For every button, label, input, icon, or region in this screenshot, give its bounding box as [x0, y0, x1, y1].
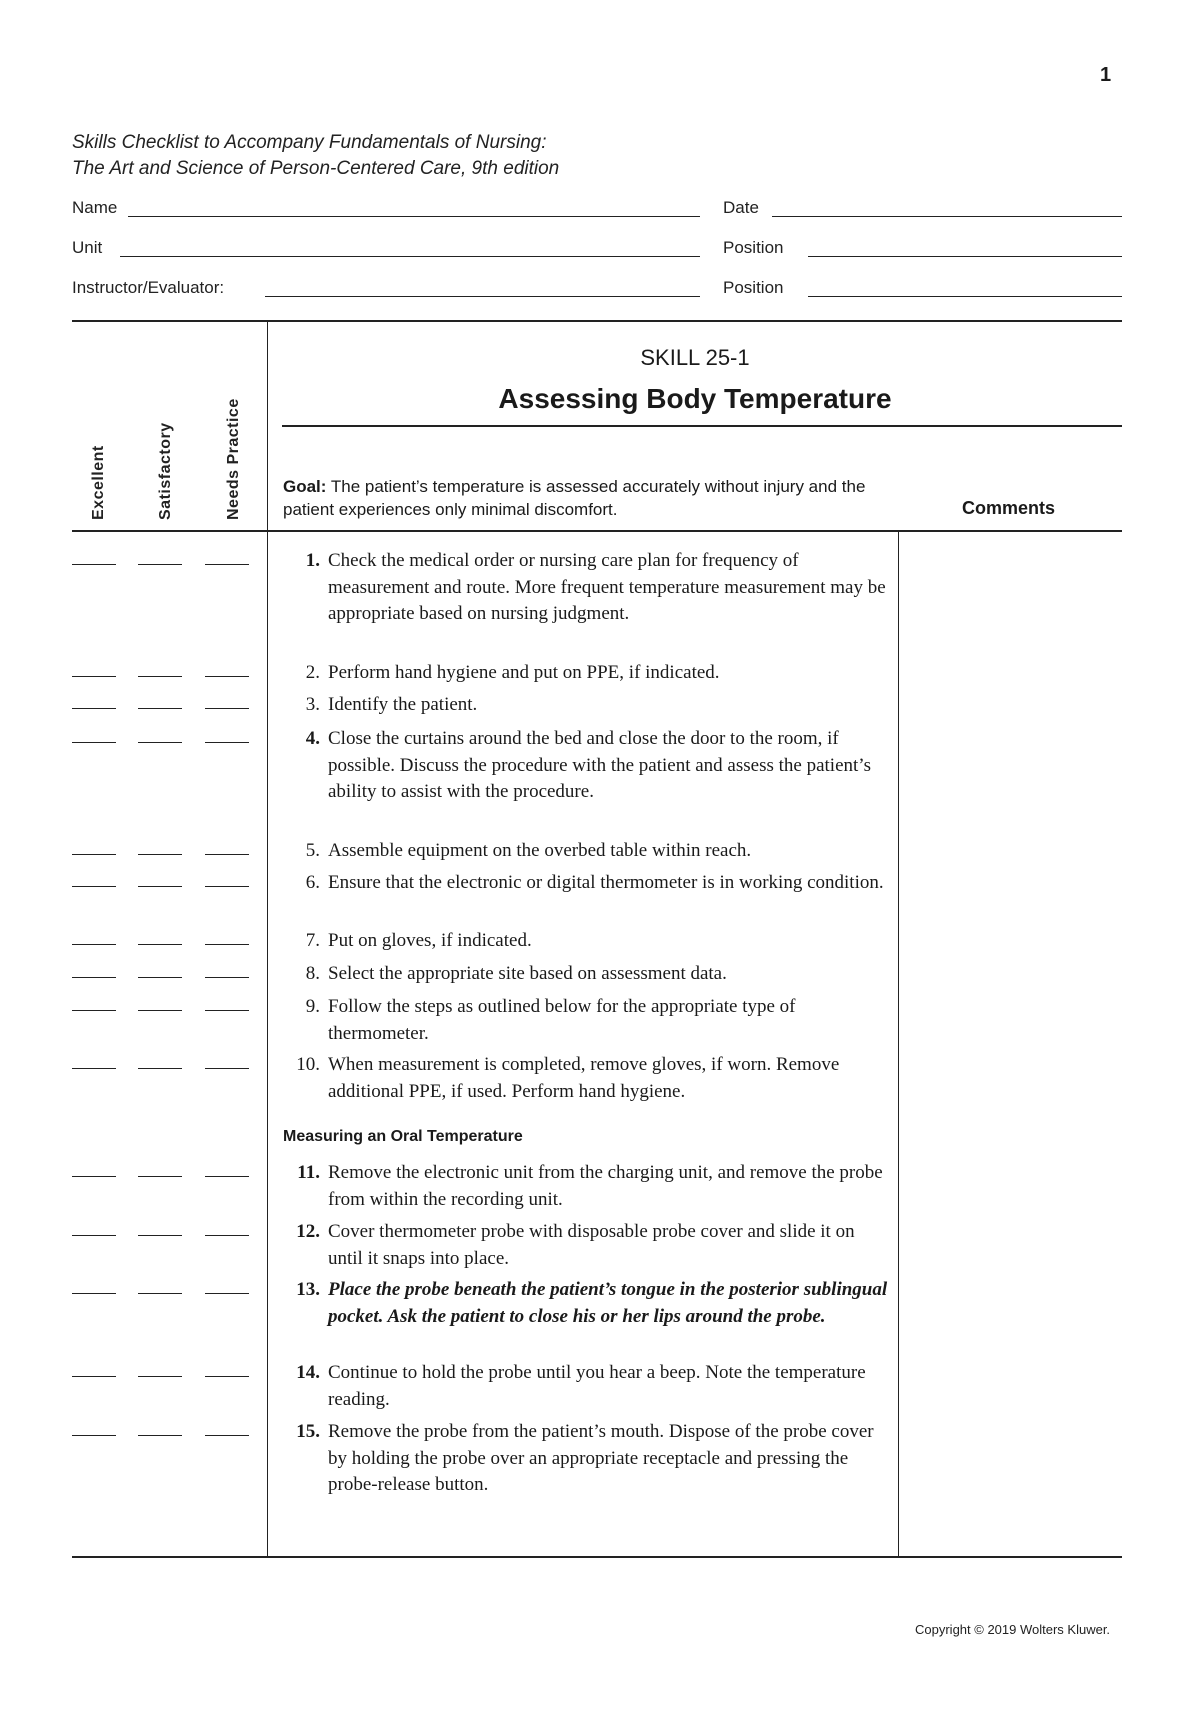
step-text: Close the curtains around the bed and close the door to the room, if possible. Discuss the procedure with the patient and assess the patient’s ability to assist with the procedure. [328, 728, 871, 802]
position-label-2: Position [723, 278, 784, 297]
step-text: Check the medical order or nursing care plan for frequency of measurement and route. More frequent temperature measurement may be appropriate based on nursing judgment. [328, 550, 886, 624]
book-title-line-1: Skills Checklist to Accompany Fundamentals of Nursing: [72, 132, 547, 153]
step-number: 8. [305, 963, 320, 984]
position-label-1: Position [723, 238, 784, 257]
table-top-rule [72, 320, 1122, 322]
step-number: 15. [296, 1421, 320, 1442]
position-field-2[interactable] [808, 296, 1122, 297]
step-8-satisfactory-blank[interactable] [138, 977, 182, 978]
step-text: Cover thermometer probe with disposable probe cover and slide it on until it snaps into place. [328, 1221, 855, 1269]
step-8-excellent-blank[interactable] [72, 977, 116, 978]
title-underline [282, 425, 1122, 427]
copyright: Copyright © 2019 Wolters Kluwer. [915, 1622, 1111, 1637]
step-text: Identify the patient. [328, 694, 478, 715]
date-field[interactable] [772, 216, 1122, 217]
step-12-excellent-blank[interactable] [72, 1235, 116, 1236]
step-1 [284, 548, 894, 628]
step-13-needs-practice-blank[interactable] [205, 1293, 249, 1294]
step-3-needs-practice-blank[interactable] [205, 708, 249, 709]
step-text: Select the appropriate site based on assessment data. [328, 963, 727, 984]
step-1-satisfactory-blank[interactable] [138, 564, 182, 565]
step-text: When measurement is completed, remove gloves, if worn. Remove additional PPE, if used. Perform hand hygiene. [328, 1054, 840, 1102]
step-9-satisfactory-blank[interactable] [138, 1010, 182, 1011]
unit-label: Unit [72, 238, 103, 257]
instructor-field[interactable] [265, 296, 700, 297]
instructor-label: Instructor/Evaluator: [72, 278, 225, 297]
book-title-line-2: The Art and Science of Person-Centered Care, 9th edition [72, 158, 560, 179]
step-7-excellent-blank[interactable] [72, 944, 116, 945]
step-4 [284, 726, 894, 806]
step-number: 7. [305, 930, 320, 951]
step-15-satisfactory-blank[interactable] [138, 1435, 182, 1436]
skill-number: SKILL 25-1 [640, 345, 750, 370]
step-text: Remove the probe from the patient’s mouth. Dispose of the probe cover by holding the probe over an appropriate receptacle and pressing the probe-release button. [328, 1421, 874, 1495]
step-10 [284, 1052, 894, 1105]
step-5 [284, 838, 894, 865]
goal-label: Goal: [283, 477, 327, 496]
step-3-satisfactory-blank[interactable] [138, 708, 182, 709]
table-bottom-rule [72, 1556, 1122, 1558]
step-text: Put on gloves, if indicated. [328, 930, 532, 951]
step-13-excellent-blank[interactable] [72, 1293, 116, 1294]
step-number: 1. [305, 550, 320, 571]
needs-practice-header: Needs Practice [225, 398, 242, 520]
step-number: 4. [305, 728, 320, 749]
date-label: Date [723, 198, 759, 217]
comments-column-divider [898, 530, 899, 1556]
step-text: Place the probe beneath the patient’s tongue in the posterior sublingual pocket. Ask the patient to close his or her lips around the probe. [328, 1279, 888, 1327]
step-4-satisfactory-blank[interactable] [138, 742, 182, 743]
unit-field[interactable] [120, 256, 700, 257]
step-6-excellent-blank[interactable] [72, 886, 116, 887]
step-3 [284, 692, 894, 719]
step-12 [284, 1219, 894, 1272]
step-13-satisfactory-blank[interactable] [138, 1293, 182, 1294]
step-13 [284, 1277, 894, 1330]
goal-statement [283, 475, 903, 521]
page-number: 1 [1100, 64, 1112, 86]
excellent-header: Excellent [90, 445, 107, 520]
step-number: 2. [305, 662, 320, 683]
step-7-needs-practice-blank[interactable] [205, 944, 249, 945]
step-number: 6. [305, 872, 320, 893]
step-14-excellent-blank[interactable] [72, 1376, 116, 1377]
step-7 [284, 928, 894, 955]
step-12-satisfactory-blank[interactable] [138, 1235, 182, 1236]
step-15 [284, 1419, 894, 1499]
step-5-excellent-blank[interactable] [72, 854, 116, 855]
step-6 [284, 870, 894, 897]
step-14 [284, 1360, 894, 1413]
step-4-excellent-blank[interactable] [72, 742, 116, 743]
step-text: Remove the electronic unit from the charging unit, and remove the probe from within the recording unit. [328, 1162, 883, 1210]
skill-title: Assessing Body Temperature [498, 383, 892, 414]
step-number: 13. [296, 1279, 320, 1300]
step-2 [284, 660, 894, 687]
header-bottom-rule [72, 530, 1122, 532]
step-3-excellent-blank[interactable] [72, 708, 116, 709]
section-heading-oral: Measuring an Oral Temperature [283, 1128, 523, 1145]
step-4-needs-practice-blank[interactable] [205, 742, 249, 743]
step-text: Follow the steps as outlined below for the appropriate type of thermometer. [328, 996, 796, 1044]
step-text: Continue to hold the probe until you hear a beep. Note the temperature reading. [328, 1362, 866, 1410]
name-label: Name [72, 198, 118, 217]
step-number: 9. [305, 996, 320, 1017]
step-text: Perform hand hygiene and put on PPE, if indicated. [328, 662, 720, 683]
step-7-satisfactory-blank[interactable] [138, 944, 182, 945]
step-number: 12. [296, 1221, 320, 1242]
name-field[interactable] [128, 216, 700, 217]
step-9-excellent-blank[interactable] [72, 1010, 116, 1011]
rating-column-divider [267, 321, 268, 1556]
step-6-needs-practice-blank[interactable] [205, 886, 249, 887]
step-11-satisfactory-blank[interactable] [138, 1176, 182, 1177]
step-number: 11. [297, 1162, 320, 1183]
step-10-satisfactory-blank[interactable] [138, 1068, 182, 1069]
step-10-needs-practice-blank[interactable] [205, 1068, 249, 1069]
step-10-excellent-blank[interactable] [72, 1068, 116, 1069]
step-number: 10. [296, 1054, 320, 1075]
step-text: Assemble equipment on the overbed table within reach. [328, 840, 752, 861]
step-2-excellent-blank[interactable] [72, 676, 116, 677]
step-5-needs-practice-blank[interactable] [205, 854, 249, 855]
comments-header: Comments [962, 498, 1056, 518]
step-text: Ensure that the electronic or digital thermometer is in working condition. [328, 872, 884, 893]
step-12-needs-practice-blank[interactable] [205, 1235, 249, 1236]
step-14-satisfactory-blank[interactable] [138, 1376, 182, 1377]
step-15-needs-practice-blank[interactable] [205, 1435, 249, 1436]
step-11-needs-practice-blank[interactable] [205, 1176, 249, 1177]
satisfactory-header: Satisfactory [157, 422, 174, 520]
step-2-satisfactory-blank[interactable] [138, 676, 182, 677]
step-11-excellent-blank[interactable] [72, 1176, 116, 1177]
step-9-needs-practice-blank[interactable] [205, 1010, 249, 1011]
step-1-excellent-blank[interactable] [72, 564, 116, 565]
step-9 [284, 994, 894, 1047]
position-field-1[interactable] [808, 256, 1122, 257]
step-6-satisfactory-blank[interactable] [138, 886, 182, 887]
step-8 [284, 961, 894, 988]
goal-text: The patient’s temperature is assessed accurately without injury and the patient experiences only minimal discomfort. [283, 477, 866, 519]
step-number: 5. [305, 840, 320, 861]
step-number: 3. [305, 694, 320, 715]
step-11 [284, 1160, 894, 1213]
step-number: 14. [296, 1362, 320, 1383]
step-14-needs-practice-blank[interactable] [205, 1376, 249, 1377]
step-2-needs-practice-blank[interactable] [205, 676, 249, 677]
step-1-needs-practice-blank[interactable] [205, 564, 249, 565]
step-5-satisfactory-blank[interactable] [138, 854, 182, 855]
step-8-needs-practice-blank[interactable] [205, 977, 249, 978]
step-15-excellent-blank[interactable] [72, 1435, 116, 1436]
